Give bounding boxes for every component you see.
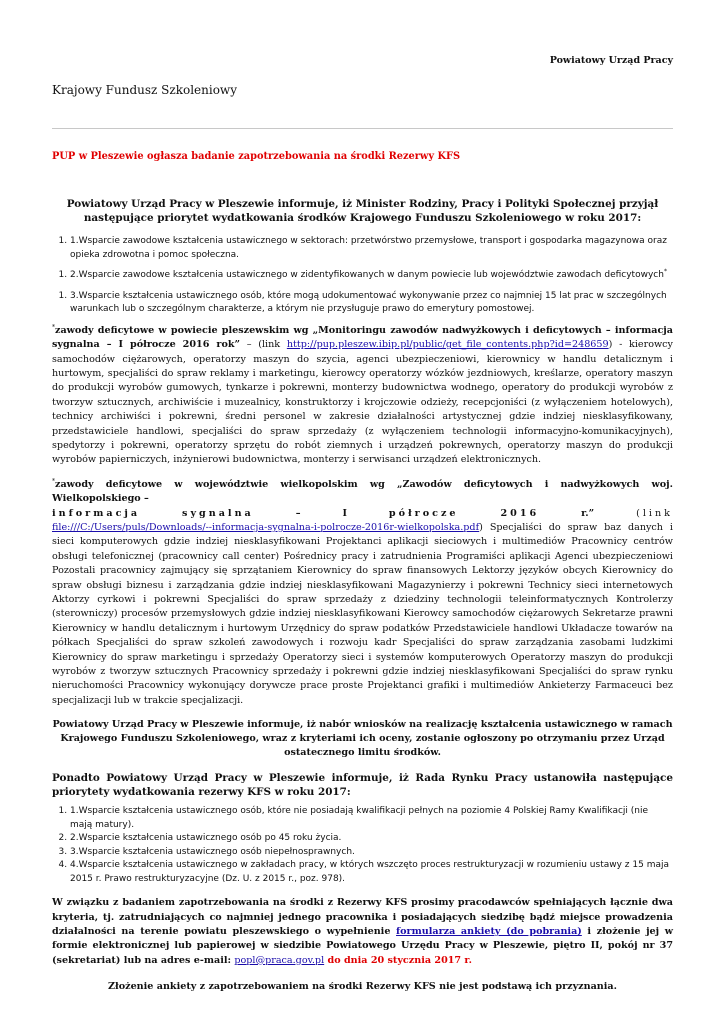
closing-note: Złożenie ankiety z zapotrzebowaniem na środki Rezerwy KFS nie jest podstawą ich przyznania. (108, 981, 617, 993)
list-item: 4. 4.Wsparcie kształcenia ustawicznego w zakładach pracy, w których wszczęto proces restrukturyzacji w rozumieniu ustawy z 15 maja 2015 r. Prawo restrukturyzacyjne (Dz. U. z 2015 r., poz. 978). (70, 859, 673, 886)
announcement-heading: PUP w Pleszewie ogłasza badanie zapotrzebowania na środki Rezerwy KFS (52, 151, 461, 162)
list-item-text: 2.Wsparcie zawodowe kształcenia ustawicznego w zidentyfikowanych w danym powiecie lub województwie zawodach deficytowych (70, 270, 664, 281)
divider (52, 128, 673, 129)
reserve-heading: Ponadto Powiatowy Urząd Pracy w Pleszewie informuje, iż Rada Rynku Pracy ustanowiła następujące priorytety wydatkowania rezerwy KFS w roku 2017: (52, 772, 673, 799)
pleszew-occupations: - kierowcy samochodów ciężarowych, operatorzy maszyn do szycia, agenci ubezpieczeniowi, kierownicy w handlu detalicznym i hurtowym, specjaliści do spraw reklamy i marketingu, kierowcy operatorzy wózków jezdniowych, kreślarze, operatory maszyn do produkcji wyrobów gumowych, tynkarze i pokrewni, monterzy budownictwa wodnego, operatory do produkcji wyrobów z tworzyw sztucznych, archiwiście i muzealnicy, konstruktorzy i krojczowie odzieży, recepcjoniści (z wyłączeniem hotelowych), technicy archiwiści i pokrewni, średni personel w zakresie działalności artystycznej gdzie indziej niesklasyfikowany, przedstawiciele handlowi, specjaliści do spraw sprzedaży (z wyłączeniem technologii informacyjno-komunikacyjnych), spedytorzy i pokrewni, operatorzy sprzętu do robót ziemnych i urządzeń pokrewnych, operatorzy maszyn do produkcji wyrobów papierniczych, inżynierowi budownictwa, monterzy i serwisanci urządzeń elektronicznych. (52, 339, 673, 466)
pleszew-link-prefix: – (link (240, 339, 287, 351)
call-to-employers (52, 896, 673, 968)
priority-list-3 (52, 290, 673, 317)
priority-list-1 (52, 235, 673, 262)
lead-word: sygnalna (182, 507, 254, 519)
intro-text: Powiatowy Urząd Pracy w Pleszewie informuje, iż Minister Rodziny, Pracy i Polityki Społecznej przyjął następujące priorytet wydatkowania środków Krajowego Funduszu Szkoleniowego w roku 2017: (66, 198, 659, 225)
wielkopolska-lead: zawody deficytowe w województwie wielkopolskim wg „Zawodów deficytowych i nadwyżkowych woj. Wielkopolskiego – (52, 478, 673, 505)
deadline-text: do dnia 20 stycznia 2017 r. (324, 954, 472, 966)
wielkopolska-link-close: ) (479, 521, 483, 533)
lead-word: półrocze (388, 507, 459, 519)
list-item (70, 269, 673, 283)
pleszew-lead: zawody deficytowe w powiecie pleszewskim wg „Monitoringu zawodów nadwyżkowych i deficytowych – informacja sygnalna – I półrocze 2016 rok” (52, 324, 673, 351)
wielkopolska-occupations: Specjaliści do spraw baz danych i sieci komputerowych gdzie indziej niesklasyfikowani Projektanci aplikacji sieciowych i multimediów Pracownicy centrów obsługi telefonicznej (pracownicy call center) Pośrednicy pracy i zatrudnienia Programiści aplikacji Agenci ubezpieczeniowi Pozostali pracownicy zajmujący się sprzątaniem Kierownicy do spraw finansowych Lektorzy języków obcych Kierownicy do spraw obsługi biznesu i zarządzania gdzie indziej niesklasyfikowani Magazynierzy i pokrewni Technicy sieci internetowych Aktorzy cyrkowi i pokrewni Specjaliści do spraw sprzedaży z dziedziny technologii teleinformatycznych Kontrolerzy (sterowniczy) procesów przemysłowych gdzie indziej niesklasyfikowani Kierowcy samochodów ciężarowych Sekretarze prawni Kierownicy w handlu detalicznym i hurtowym Urzędnicy do spraw podatków Przedstawiciele handlowi Układacze towarów na półkach Specjaliści do spraw szkoleń zawodowych i rozwoju kadr Specjaliści do spraw zarządzania zasobami ludzkimi Kierownicy do spraw marketingu i sprzedaży Operatorzy sieci i systemów komputerowych Operatorzy maszyn do produkcji wyrobów z tworzyw sztucznych Pracownicy sprzedaży i pokrewni gdzie indziej niesklasyfikowani Specjaliści do spraw rynku nieruchomości Pracownicy wykonujący dorywcze prace proste Projektanci grafiki i multimediów Ankieterzy Farmaceuci bez specjalizacji lub w trakcie specjalizacji. (52, 521, 673, 706)
lead-word: 2016 (500, 507, 540, 519)
list-item: 2. 2.Wsparcie kształcenia ustawicznego osób po 45 roku życia. (70, 832, 673, 846)
footnote-mark: * (52, 477, 55, 485)
list-item: 3. 3.Wsparcie kształcenia ustawicznego osób niepełnosprawnych. (70, 846, 673, 860)
list-item: 1. 1.Wsparcie zawodowe kształcenia ustawicznego w sektorach: przetwórstwo przemysłowe, transport i gospodarka magazynowa oraz opieka zdrowotna i pomoc społeczna. (70, 235, 673, 262)
list-item: 1. 1.Wsparcie kształcenia ustawicznego osób, które nie posiadają kwalifikacji pełnych na poziomie 4 Polskiej Ramy Kwalifikacji (nie mają matury). (70, 805, 673, 832)
call-text-2: i złożenie jej w formie elektronicznej lub papierowej w siedzibie Powiatowego Urzędu Pracy w Pleszewie, piętro II, pokój nr 37 (sekretariat) lub na adres e-mail: (52, 926, 673, 966)
lead-word: r.” (581, 507, 595, 519)
email-link[interactable]: popl@praca.gov.pl (234, 954, 325, 966)
form-download-link[interactable]: formularza ankiety (do pobrania) (396, 926, 582, 938)
header-org: Powiatowy Urząd Pracy (549, 55, 673, 66)
page-title: Krajowy Fundusz Szkoleniowy (52, 83, 237, 97)
main-content (52, 150, 673, 995)
priority-list-2 (52, 269, 673, 283)
reserve-priority-list (52, 805, 673, 886)
wielkopolska-paragraph (52, 478, 673, 709)
pleszew-paragraph (52, 324, 673, 468)
footnote-mark: * (52, 323, 55, 331)
lead-word: informacja (52, 507, 141, 519)
lead-word: – (295, 507, 301, 519)
pleszew-link-suffix: ) (608, 339, 613, 351)
footnote-mark: * (663, 268, 667, 276)
wielkopolska-lead-line2 (52, 507, 673, 521)
list-item: 1. 3.Wsparcie kształcenia ustawicznego osób, które mogą udokumentować wykonywanie przez co najmniej 15 lat prac w szczególnych warunkach lub o szczególnym charakterze, a którym nie przysługuje prawo do emerytury pomostowej. (70, 290, 673, 317)
call-text-1: W związku z badaniem zapotrzebowania na środki z Rezerwy KFS prosimy pracodawców spełniających łącznie dwa kryteria, tj. zatrudniających co najmniej jednego pracownika i posiadających siedzibę bądź miejsce prowadzenia działalności na terenie powiatu pleszewskiego o wypełnienie (52, 897, 673, 938)
wielkopolska-link[interactable]: file:///C:/Users/puls/Downloads/--informacja-sygnalna-i-polrocze-2016r-wielkopolska.pdf (52, 521, 480, 533)
pleszew-link[interactable]: http://pup.pleszew.ibip.pl/public/get_file_contents.php?id=248659 (286, 339, 609, 351)
lead-word: I (342, 507, 347, 519)
recruitment-notice: Powiatowy Urząd Pracy w Pleszewie informuje, iż nabór wniosków na realizację kształcenia ustawicznego w ramach Krajowego Funduszu Szkoleniowego, wraz z kryteriami ich oceny, zostanie ogłoszony po otrzymaniu przez Urząd ostatecznego limitu środków. (52, 719, 673, 759)
link-open: (link (636, 507, 673, 519)
